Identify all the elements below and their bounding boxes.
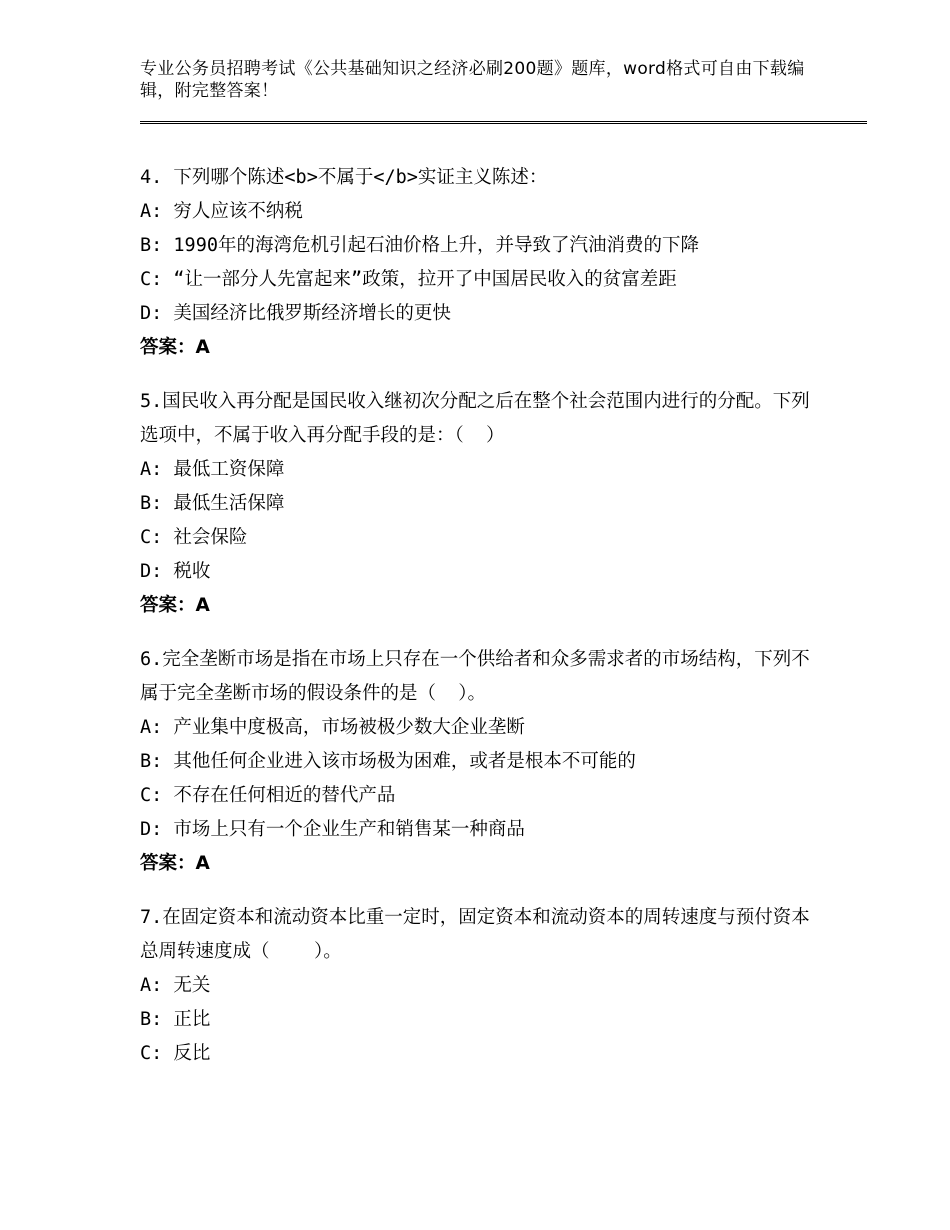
option-d: D: 美国经济比俄罗斯经济增长的更快 (140, 303, 451, 324)
document-title: 专业公务员招聘考试《公共基础知识之经济必刷200题》题库，word格式可自由下载编辑，附完整答案！ (140, 59, 805, 101)
option-a: A: 穷人应该不纳税 (140, 201, 303, 222)
page-header (140, 58, 820, 102)
option-c: C: “让一部分人先富起来”政策，拉开了中国居民收入的贫富差距 (140, 269, 677, 290)
option-a: A: 最低工资保障 (140, 459, 285, 480)
option-c: C: 反比 (140, 1043, 211, 1064)
question-stem: 7.在固定资本和流动资本比重一定时，固定资本和流动资本的周转速度与预付资本总周转速度成（ ）。 (140, 907, 810, 962)
option-d: D: 市场上只有一个企业生产和销售某一种商品 (140, 819, 525, 840)
option-b: B: 1990年的海湾危机引起石油价格上升，并导致了汽油消费的下降 (140, 235, 699, 256)
option-c: C: 不存在任何相近的替代产品 (140, 785, 396, 806)
question-4 (140, 161, 820, 365)
question-7 (140, 901, 820, 1071)
answer-label: 答案：A (140, 337, 210, 358)
question-stem: 5.国民收入再分配是国民收入继初次分配之后在整个社会范围内进行的分配。下列选项中，不属于收入再分配手段的是：（ ） (140, 391, 810, 446)
question-list (140, 161, 820, 1091)
option-d: D: 税收 (140, 561, 211, 582)
option-c: C: 社会保险 (140, 527, 248, 548)
question-stem: 6.完全垄断市场是指在市场上只存在一个供给者和众多需求者的市场结构，下列不属于完全垄断市场的假设条件的是（ ）。 (140, 649, 810, 704)
question-stem: 4. 下列哪个陈述<b>不属于</b>实证主义陈述： (140, 167, 548, 188)
answer-label: 答案：A (140, 853, 210, 874)
header-divider (140, 121, 867, 124)
question-5 (140, 385, 820, 623)
option-b: B: 最低生活保障 (140, 493, 285, 514)
question-6 (140, 643, 820, 881)
option-b: B: 正比 (140, 1009, 211, 1030)
answer-label: 答案：A (140, 595, 210, 616)
option-a: A: 无关 (140, 975, 211, 996)
option-a: A: 产业集中度极高，市场被极少数大企业垄断 (140, 717, 525, 738)
option-b: B: 其他任何企业进入该市场极为困难，或者是根本不可能的 (140, 751, 636, 772)
